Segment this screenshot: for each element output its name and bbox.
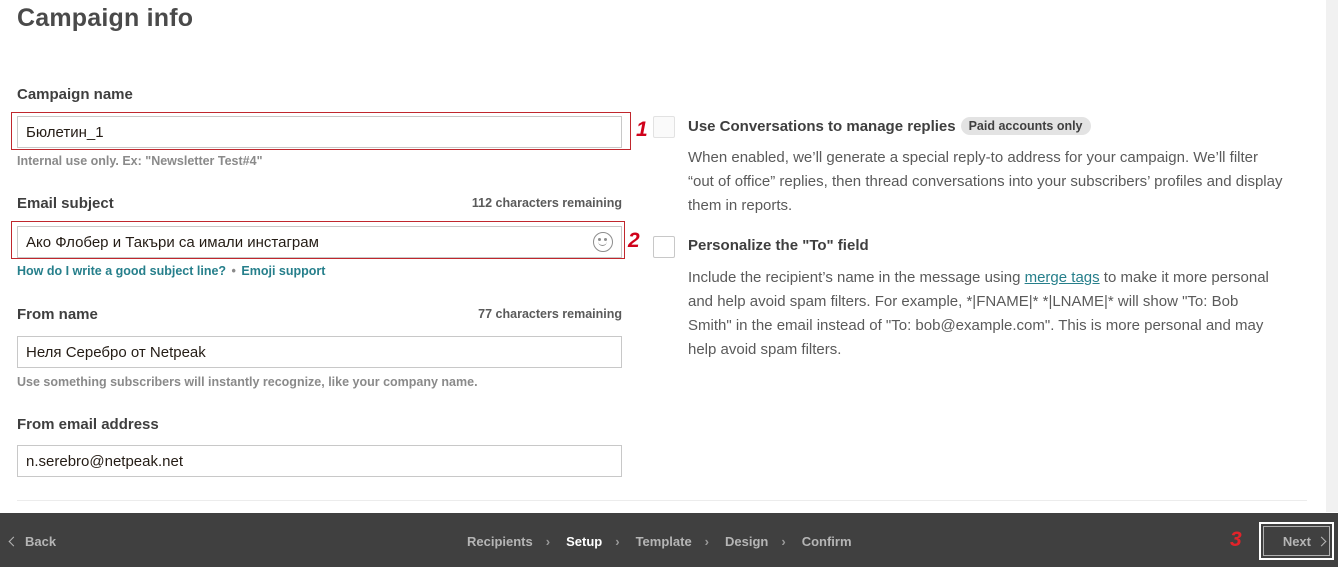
link-separator: •: [231, 264, 236, 278]
subject-help-links: [17, 264, 325, 278]
step-confirm[interactable]: Confirm: [801, 534, 852, 549]
step-setup[interactable]: Setup: [566, 534, 603, 549]
personalize-to-title: Personalize the "To" field: [688, 237, 869, 254]
paid-accounts-badge: Paid accounts only: [961, 117, 1091, 135]
annotation-number-3: 3: [1230, 528, 1242, 551]
from-email-label: From email address: [17, 416, 159, 433]
annotation-number-1: 1: [636, 118, 648, 141]
personalize-desc-part1: Include the recipient’s name in the message using: [688, 269, 1025, 286]
from-name-value: Неля Серебро от Netpeak: [26, 343, 206, 361]
annotation-box-2: [11, 221, 625, 259]
conversations-option-title: [688, 117, 1091, 135]
scrollbar[interactable]: [1326, 0, 1338, 512]
back-button[interactable]: [10, 534, 56, 549]
annotation-number-2: 2: [628, 229, 640, 252]
next-label: Next: [1282, 533, 1311, 549]
form-divider: [17, 500, 1307, 501]
conversations-title-text: Use Conversations to manage replies: [688, 118, 956, 135]
from-name-input[interactable]: [17, 336, 622, 368]
campaign-name-help: Internal use only. Ex: "Newsletter Test#4": [17, 154, 263, 168]
subject-line-help-link[interactable]: How do I write a good subject line?: [17, 264, 227, 278]
emoji-support-link[interactable]: Emoji support: [241, 264, 326, 278]
email-subject-counter: 112 characters remaining: [471, 196, 622, 210]
back-label: Back: [25, 534, 57, 549]
annotation-box-1: [11, 112, 631, 150]
wizard-steps: [467, 534, 852, 549]
campaign-name-label: Campaign name: [17, 86, 133, 103]
merge-tags-link[interactable]: merge tags: [1024, 269, 1100, 286]
conversations-checkbox[interactable]: [653, 116, 675, 138]
from-name-help: Use something subscribers will instantly recognize, like your company name.: [17, 375, 478, 389]
chevron-left-icon: [9, 537, 19, 547]
page-title: Campaign info: [17, 4, 194, 32]
email-subject-label: Email subject: [17, 195, 114, 212]
chevron-right-icon: ›: [704, 534, 710, 549]
step-template[interactable]: Template: [635, 534, 692, 549]
chevron-right-icon: ›: [545, 534, 551, 549]
personalize-to-description: [688, 266, 1283, 362]
step-recipients[interactable]: Recipients: [467, 534, 533, 549]
chevron-right-icon: [1317, 536, 1327, 546]
step-design[interactable]: Design: [725, 534, 769, 549]
from-name-label: From name: [17, 306, 98, 323]
campaign-name-value: Бюлетин_1: [26, 123, 104, 141]
conversations-description: When enabled, we’ll generate a special reply-to address for your campaign. We’ll filter “out of office” replies, then thread conversations into your subscribers’ profiles and display them in reports.: [688, 149, 1283, 214]
next-button-highlight: [1259, 522, 1334, 560]
chevron-right-icon: ›: [615, 534, 620, 549]
personalize-desc-part2: to make it more personal and help avoid spam filters. For example, *|FNAME|* *|LNAME|* will show "To: Bob Smith" in the email instead of "To: bob@example.com". This is more personal and may help avoid spam filters.: [688, 269, 1269, 358]
email-subject-value: Ако Флобер и Такъри са имали инстаграм: [26, 233, 319, 251]
footer-bar: [0, 513, 1338, 567]
from-email-value: n.serebro@netpeak.net: [26, 452, 183, 470]
from-email-input[interactable]: [17, 445, 622, 477]
next-button[interactable]: [1263, 526, 1330, 556]
personalize-to-checkbox[interactable]: [653, 236, 675, 258]
chevron-right-icon: ›: [781, 534, 786, 549]
from-name-counter: 77 characters remaining: [478, 307, 622, 321]
